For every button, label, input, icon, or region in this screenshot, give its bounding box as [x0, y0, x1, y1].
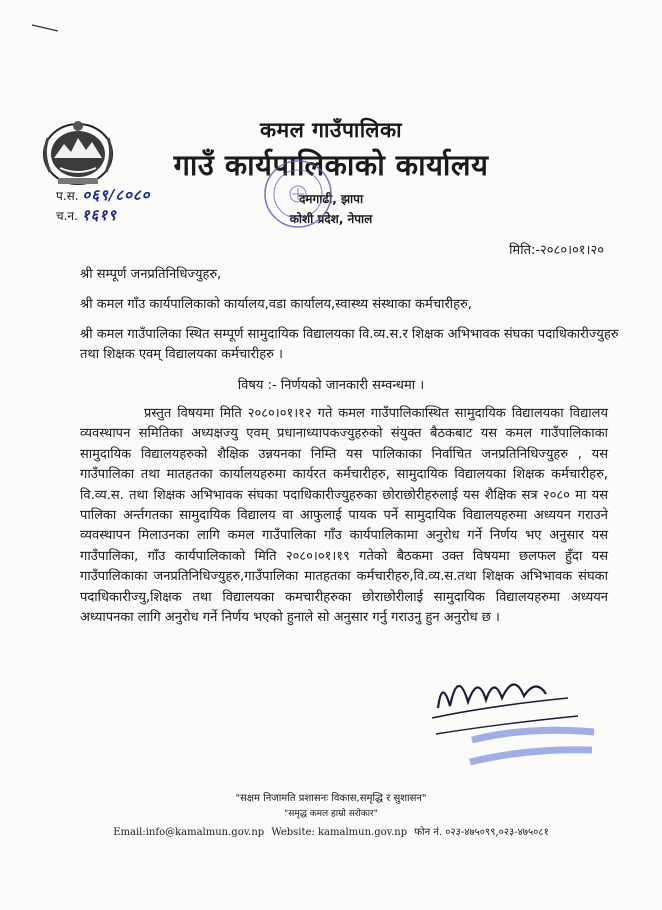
letter-body: प्रस्तुत विषयमा मिति २०८०।०१।१२ गते कमल गाउँपालिकास्थित सामुदायिक विद्यालयका विद्यालय व्यवस्थापन समितिका अध्यक्षज्यु एवम् प्रधानाध्यापकज्युहरुको संयुक्त बैठकबाट यस कमल गाउँपालिकाका सामुदायिक विद्यालयहरुको शैक्षिक उन्नयनका निम्ति यस पालिकाका निर्वाचित जनप्रतिनिधिज्युहरु , यस गाउँपालिका तथा मातहतका कार्यालयहरुमा कार्यरत कर्मचारीहरु, सामुदायिक विद्यालयका शिक्षक कर्मचारीहरु, वि.व्य.स. तथा शिक्षक अभिभावक संघका पदाधिकारीज्युहरुका छोराछोरीहरुलाई यस शैक्षिक सत्र २०८० मा यस पालिका अर्न्तगतका सामुदायिक विद्यालय वा आफुलाई पायक पर्ने सामुदायिक विद्यालयहरुमा अध्ययन गराउने व्यवस्थापन मिलाउनका लागि कमल गाउँपालिका गाँउ कार्यपालिकामा अनुरोध गर्ने निर्णय भए अनुसार यस गाउँपालिका, गाँउ कार्यपालिकाको मिति २०८०।०१।१९ गतेको बैठकमा उक्त विषयमा छलफल हुँदा यस गाउँपालिकाका जनप्रतिनिधिज्युहरु,गाउँपालिका मातहतका कर्मचारीहरु,वि.व्य.स.तथा शिक्षक अभिभावक संघका पदाधिकारीज्यु,शिक्षक तथा विद्यालयका कमचारीहरुका छोराछोरीलाई सामुदायिक विद्यालयहरुमा अध्ययन अध्यापनका लागि अनुरोध गर्ने निर्णय भएको हुनाले सो अनुसार गर्नु गराउनु हुन अनुरोध छ ।: [80, 406, 608, 626]
ps-label: प.स.: [56, 189, 79, 203]
corner-pen-mark: [30, 22, 60, 34]
addressee-2: श्री कमल गाँउ कार्यपालिकाको कार्यालय,वडा कार्यालय,स्वास्थ्य संस्थाका कर्मचारीहरु,: [80, 297, 472, 312]
footer-contact: [0, 824, 662, 838]
letter-subject: विषय :- निर्णयको जानकारी सम्वन्धमा ।: [237, 378, 425, 393]
footer-motto: "समृद्ध कमल हाम्रो सरोकार": [284, 809, 378, 819]
municipality-name: कमल गाउँपालिका: [259, 118, 403, 142]
addressee-1: श्री सम्पूर्ण जनप्रतिनिधिज्युहरु,: [80, 267, 222, 282]
footer-phone: फोन नं. ०२३-४७५०९९,०२३-४७५०८१: [414, 827, 549, 838]
office-province: कोशी प्रदेश, नेपाल: [289, 212, 373, 226]
office-location: दमगाढी, झापा: [298, 192, 364, 206]
cn-value: १६१९: [81, 206, 117, 224]
reference-number: [56, 185, 150, 205]
ps-value: ०६९/८०८०: [82, 186, 151, 204]
office-name: गाउँ कार्यपालिकाको कार्यालय: [173, 148, 489, 182]
officer-title-stamp: [468, 722, 598, 776]
footer-slogan: "सक्षम निजामति प्रशासनः विकास,समृद्धि र सुशासन": [235, 793, 427, 804]
addressee-3: श्री कमल गाउँपालिका स्थित सम्पूर्ण सामुदायिक विद्यालयका वि.व्य.स.र शिक्षक अभिभावक संघका पदाधिकारीज्युहरु तथा शिक्षक एवम् विद्यालयका कर्मचारीहरु ।: [80, 327, 619, 362]
footer-email[interactable]: Email:info@kamalmun.gov.np: [113, 827, 265, 838]
footer-website[interactable]: Website: kamalmun.gov.np: [271, 827, 408, 838]
office-round-stamp: [262, 158, 334, 230]
letter-date: मिति:-२०८०।०१।२०: [509, 243, 604, 258]
dispatch-number: [56, 205, 117, 225]
cn-label: च.न.: [56, 209, 78, 223]
